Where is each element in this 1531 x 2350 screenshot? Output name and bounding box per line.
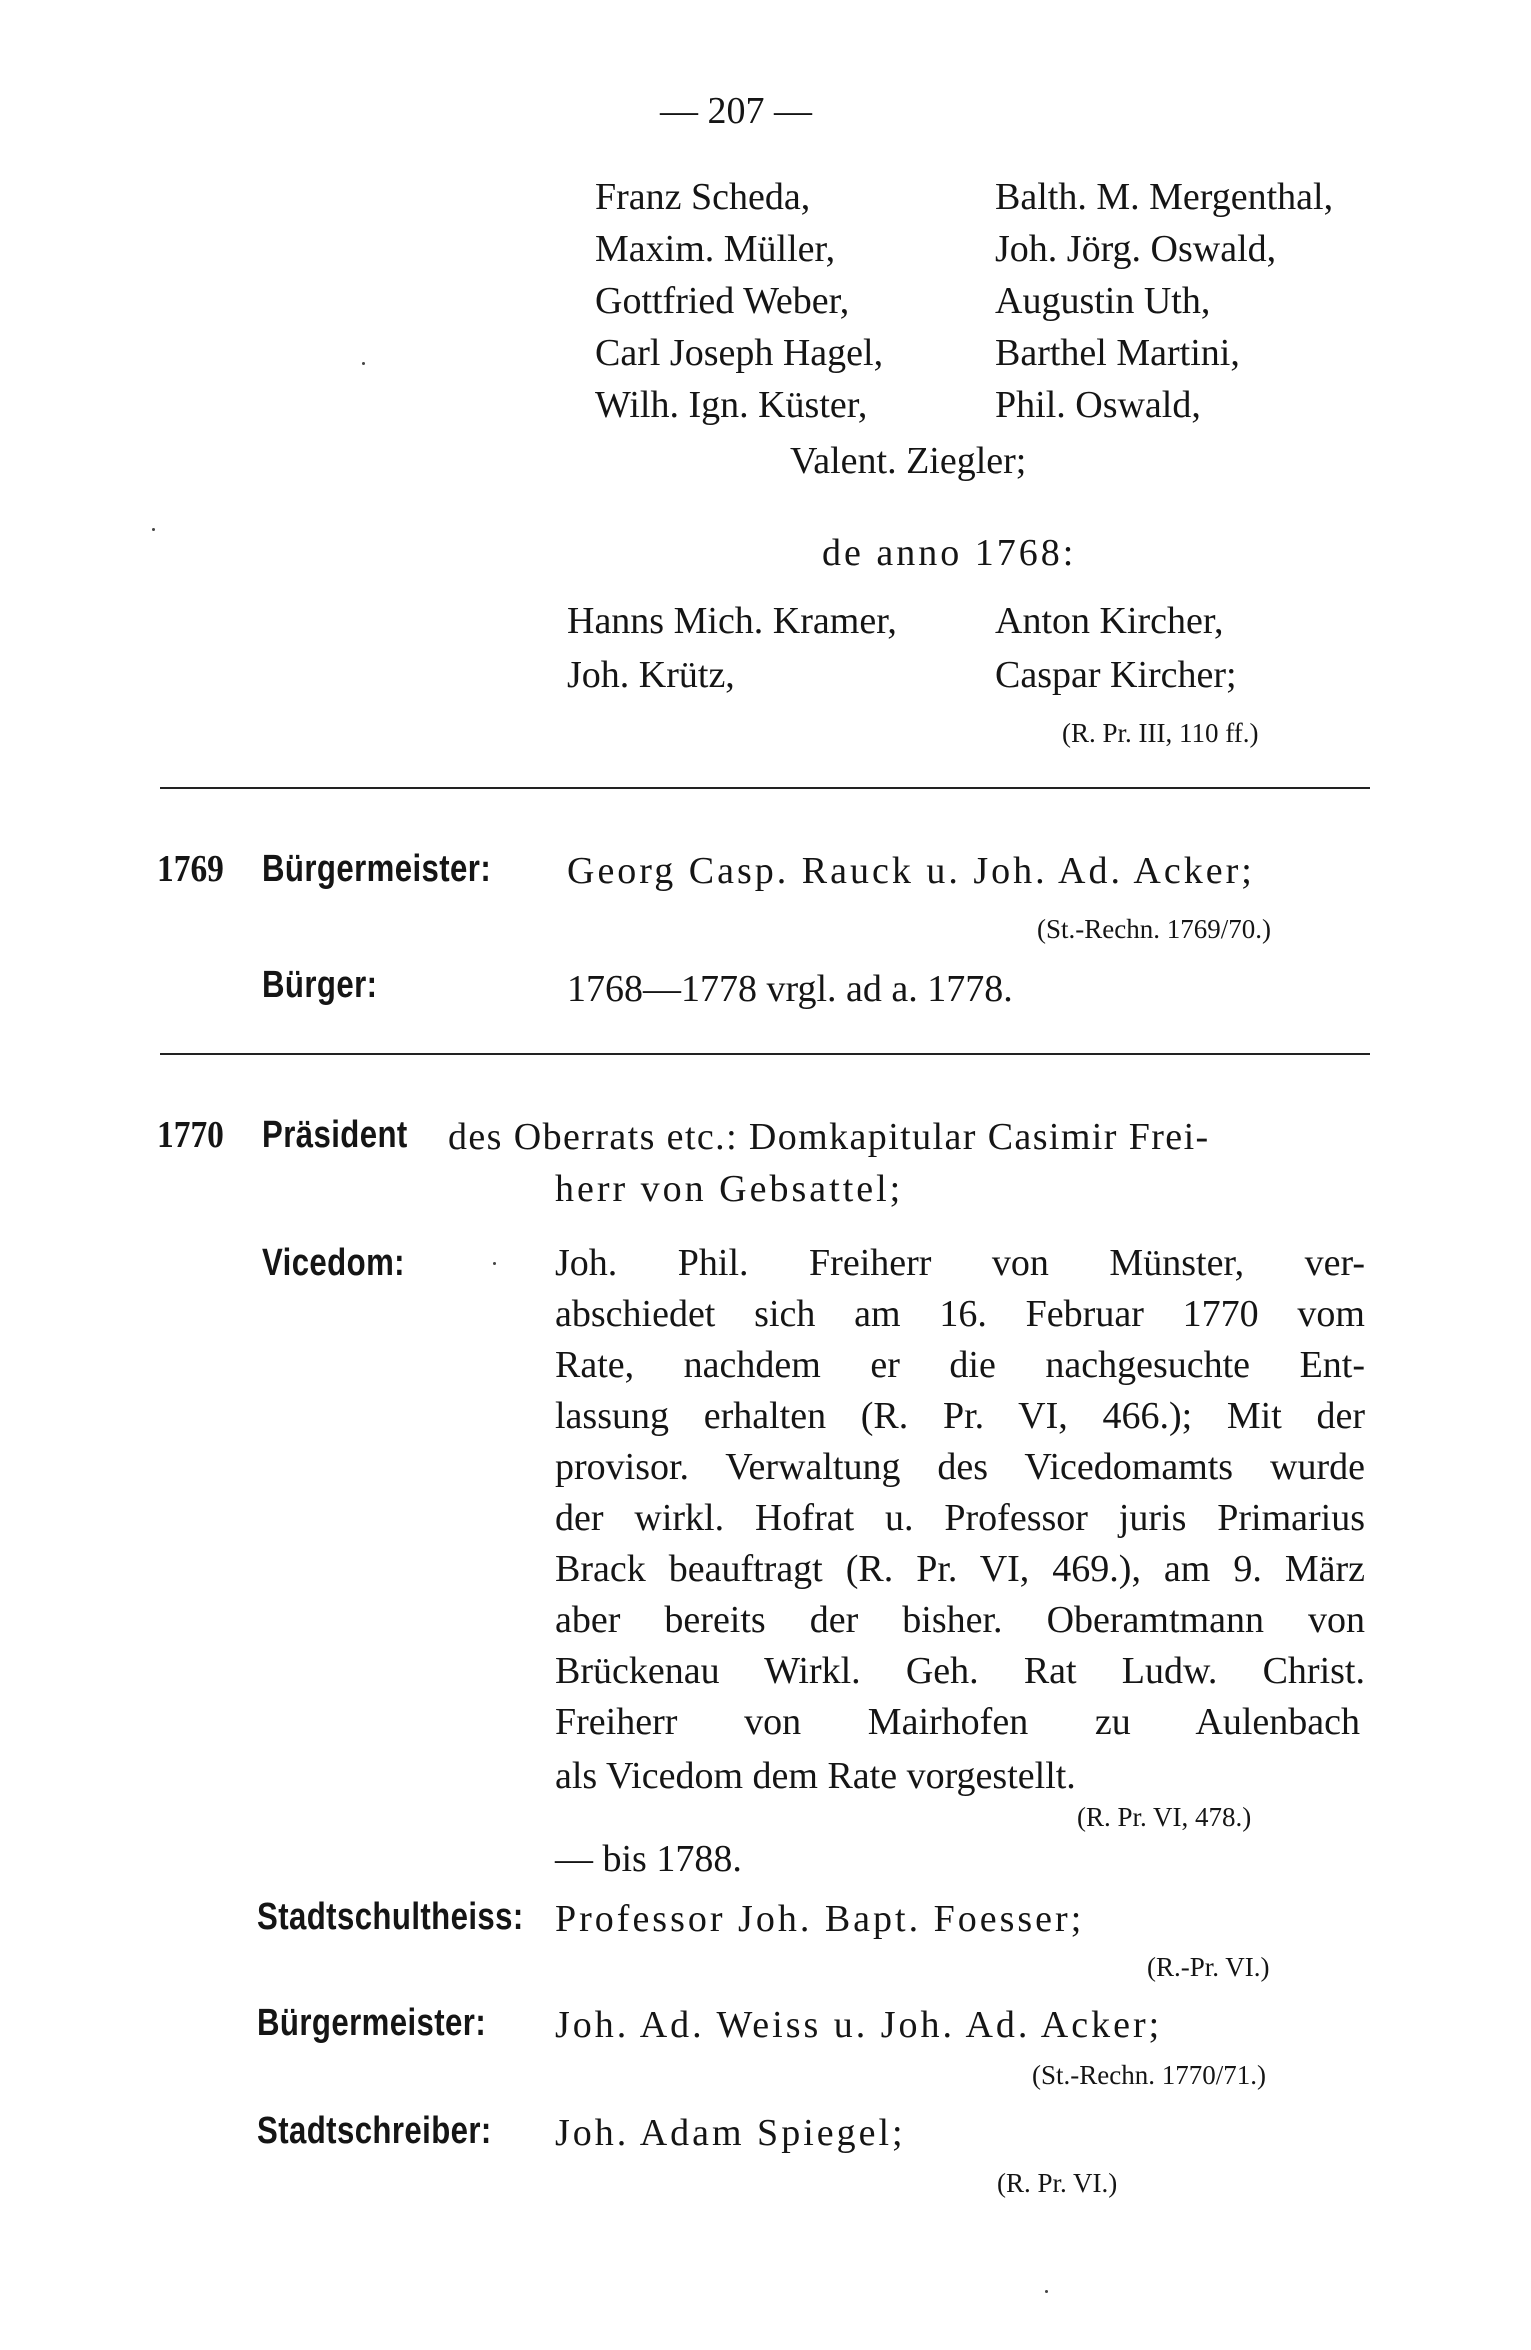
office-label-stadtschultheiss: Stadtschultheiss: bbox=[257, 1896, 524, 1938]
office-holder: Georg Casp. Rauck u. Joh. Ad. Acker; bbox=[567, 850, 1255, 892]
source-reference: (R.-Pr. VI.) bbox=[1147, 1952, 1270, 1982]
office-holder-line: des Oberrats etc.: Domkapitular Casimir Frei- bbox=[448, 1116, 1210, 1158]
source-reference: (St.-Rechn. 1770/71.) bbox=[1032, 2060, 1266, 2090]
name-entry: Hanns Mich. Kramer, bbox=[567, 600, 897, 642]
office-label-praesident: Präsident bbox=[262, 1114, 408, 1156]
paragraph-line: als Vicedom dem Rate vorgestellt. bbox=[555, 1755, 1076, 1797]
paragraph-line: Joh. Phil. Freiherr von Münster, ver- bbox=[555, 1242, 1365, 1284]
name-entry: Wilh. Ign. Küster, bbox=[595, 384, 868, 426]
office-holder: Joh. Adam Spiegel; bbox=[555, 2112, 906, 2154]
name-entry: Joh. Krütz, bbox=[567, 654, 735, 696]
office-holder: 1768—1778 vrgl. ad a. 1778. bbox=[567, 968, 1013, 1010]
office-label-buerger: Bürger: bbox=[262, 964, 378, 1006]
office-holder-line: herr von Gebsattel; bbox=[555, 1168, 904, 1210]
office-label-vicedom: Vicedom: bbox=[262, 1242, 405, 1284]
office-label-buergermeister: Bürgermeister: bbox=[257, 2002, 487, 2044]
section-divider bbox=[160, 787, 1370, 789]
paragraph-line: abschiedet sich am 16. Februar 1770 vom bbox=[555, 1293, 1365, 1335]
source-reference: (R. Pr. VI.) bbox=[997, 2168, 1118, 2198]
paragraph-line: Brückenau Wirkl. Geh. Rat Ludw. Christ. bbox=[555, 1650, 1365, 1692]
source-reference: (St.-Rechn. 1769/70.) bbox=[1037, 914, 1271, 944]
scan-speck bbox=[152, 528, 155, 531]
name-entry: Phil. Oswald, bbox=[995, 384, 1201, 426]
scan-speck bbox=[1045, 2290, 1048, 2293]
paragraph-line: Freiherr von Mairhofen zu Aulenbach bbox=[555, 1701, 1360, 1743]
paragraph-line: lassung erhalten (R. Pr. VI, 466.); Mit der bbox=[555, 1395, 1365, 1437]
page-number: — 207 — bbox=[660, 90, 812, 132]
name-entry: Carl Joseph Hagel, bbox=[595, 332, 884, 374]
name-entry: Franz Scheda, bbox=[595, 176, 811, 218]
name-entry: Gottfried Weber, bbox=[595, 280, 850, 322]
year-label: 1769 bbox=[157, 848, 224, 890]
office-label-stadtschreiber: Stadtschreiber: bbox=[257, 2110, 492, 2152]
paragraph-line: Rate, nachdem er die nachgesuchte Ent- bbox=[555, 1344, 1365, 1386]
source-reference: (R. Pr. VI, 478.) bbox=[1077, 1802, 1252, 1832]
term-end: — bis 1788. bbox=[555, 1838, 742, 1880]
name-entry: Augustin Uth, bbox=[995, 280, 1211, 322]
name-entry: Balth. M. Mergenthal, bbox=[995, 176, 1334, 218]
name-entry: Barthel Martini, bbox=[995, 332, 1240, 374]
paragraph-line: provisor. Verwaltung des Vicedomamts wurde bbox=[555, 1446, 1365, 1488]
name-entry: Caspar Kircher; bbox=[995, 654, 1237, 696]
paragraph-line: Brack beauftragt (R. Pr. VI, 469.), am 9. März bbox=[555, 1548, 1365, 1590]
paragraph-line: aber bereits der bisher. Oberamtmann von bbox=[555, 1599, 1365, 1641]
scan-speck bbox=[362, 362, 365, 365]
name-entry: Joh. Jörg. Oswald, bbox=[995, 228, 1277, 270]
paragraph-line: der wirkl. Hofrat u. Professor juris Primarius bbox=[555, 1497, 1365, 1539]
name-entry-last: Valent. Ziegler; bbox=[790, 440, 1027, 482]
source-reference: (R. Pr. III, 110 ff.) bbox=[1062, 718, 1259, 748]
office-holder: Professor Joh. Bapt. Foesser; bbox=[555, 1898, 1085, 1940]
year-label: 1770 bbox=[157, 1114, 224, 1156]
office-holder: Joh. Ad. Weiss u. Joh. Ad. Acker; bbox=[555, 2004, 1163, 2046]
section-divider bbox=[160, 1053, 1370, 1055]
anno-heading: de anno 1768: bbox=[822, 532, 1077, 574]
name-entry: Anton Kircher, bbox=[995, 600, 1224, 642]
scan-speck bbox=[493, 1262, 496, 1265]
name-entry: Maxim. Müller, bbox=[595, 228, 836, 270]
office-label-buergermeister: Bürgermeister: bbox=[262, 848, 492, 890]
